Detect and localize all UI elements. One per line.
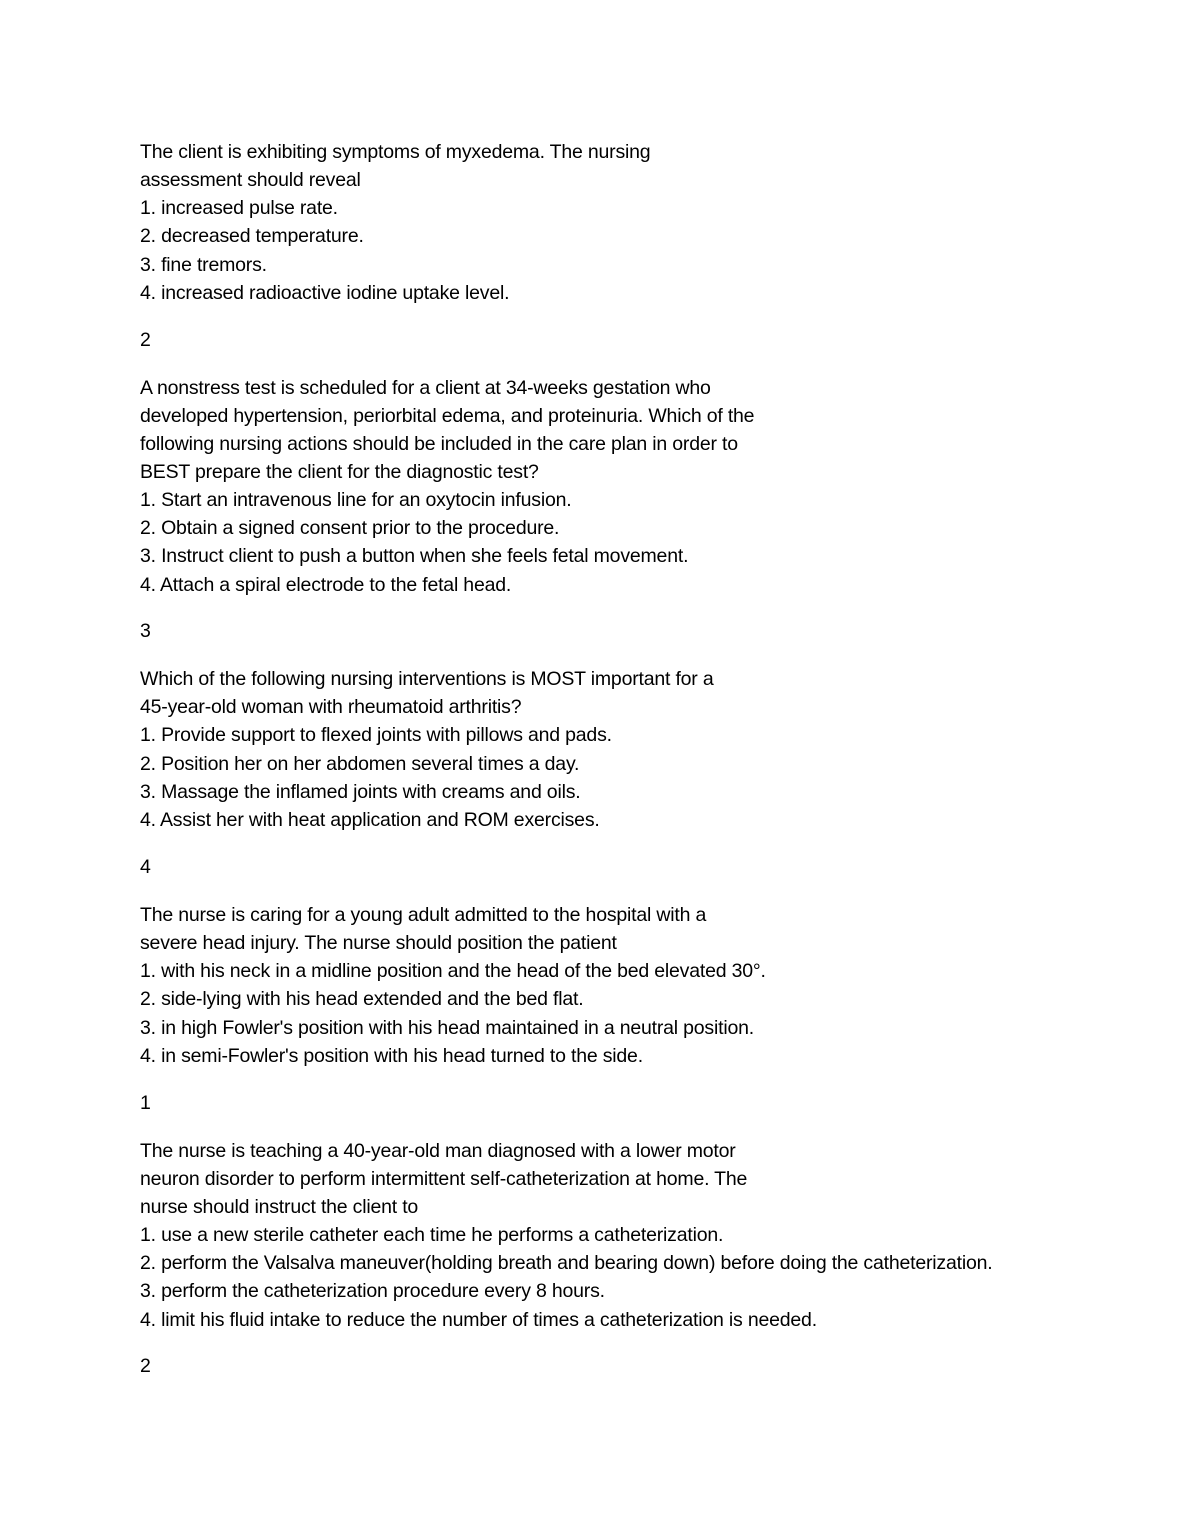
correct-answer: 3 <box>140 620 151 643</box>
answer-option: 3. perform the catheterization procedure every 8 hours. <box>140 1280 605 1303</box>
question-4 <box>140 901 1140 1117</box>
question-5 <box>140 1137 1140 1381</box>
question-stem-line: BEST prepare the client for the diagnostic test? <box>140 460 539 483</box>
question-stem-line: The client is exhibiting symptoms of myxedema. The nursing <box>140 141 651 163</box>
answer-option: 4. Attach a spiral electrode to the fetal head. <box>140 573 512 596</box>
correct-answer: 4 <box>140 855 151 878</box>
question-stem-line: developed hypertension, periorbital edema, and proteinuria. Which of the <box>140 404 755 427</box>
document-page <box>140 138 1140 1400</box>
answer-option: 3. Massage the inflamed joints with creams and oils. <box>140 781 581 804</box>
question-stem-line: The nurse is caring for a young adult admitted to the hospital with a <box>140 903 707 926</box>
answer-option: 4. increased radioactive iodine uptake level. <box>140 282 510 305</box>
question-stem-line: 45-year-old woman with rheumatoid arthritis? <box>140 696 522 719</box>
answer-option: 2. Position her on her abdomen several times a day. <box>140 752 580 775</box>
question-stem-line: nurse should instruct the client to <box>140 1195 419 1218</box>
answer-option: 3. Instruct client to push a button when she feels fetal movement. <box>140 545 689 568</box>
answer-option: 2. Obtain a signed consent prior to the procedure. <box>140 517 560 540</box>
answer-option: 4. Assist her with heat application and ROM exercises. <box>140 809 600 832</box>
question-3 <box>140 665 1140 881</box>
question-stem-line: following nursing actions should be included in the care plan in order to <box>140 432 738 455</box>
question-stem-line: severe head injury. The nurse should position the patient <box>140 931 617 954</box>
answer-option: 2. side-lying with his head extended and the bed flat. <box>140 988 584 1011</box>
answer-option: 1. Provide support to flexed joints with pillows and pads. <box>140 724 612 747</box>
question-stem-line: The nurse is teaching a 40-year-old man diagnosed with a lower motor <box>140 1139 736 1162</box>
correct-answer: 2 <box>140 1355 151 1378</box>
answer-option: 4. limit his fluid intake to reduce the number of times a catheterization is needed. <box>140 1308 817 1331</box>
answer-option: 1. with his neck in a midline position and the head of the bed elevated 30°. <box>140 959 766 982</box>
answer-option: 1. use a new sterile catheter each time he performs a catheterization. <box>140 1223 724 1246</box>
answer-option: 4. in semi-Fowler's position with his head turned to the side. <box>140 1045 643 1068</box>
question-stem-line: neuron disorder to perform intermittent self-catheterization at home. The <box>140 1167 748 1190</box>
answer-option: 2. decreased temperature. <box>140 225 364 248</box>
question-stem-line: A nonstress test is scheduled for a client at 34-weeks gestation who <box>140 376 711 399</box>
question-stem-line: assessment should reveal <box>140 169 361 191</box>
correct-answer: 2 <box>140 328 151 351</box>
answer-option: 1. Start an intravenous line for an oxytocin infusion. <box>140 488 572 511</box>
answer-option: 3. fine tremors. <box>140 253 267 276</box>
answer-option: 2. perform the Valsalva maneuver(holding breath and bearing down) before doing the catheterization. <box>140 1251 993 1274</box>
correct-answer: 1 <box>140 1091 151 1114</box>
question-2 <box>140 374 1140 646</box>
question-1 <box>140 138 1140 354</box>
answer-option: 3. in high Fowler's position with his head maintained in a neutral position. <box>140 1016 754 1039</box>
answer-option: 1. increased pulse rate. <box>140 197 338 219</box>
question-stem-line: Which of the following nursing interventions is MOST important for a <box>140 668 714 691</box>
